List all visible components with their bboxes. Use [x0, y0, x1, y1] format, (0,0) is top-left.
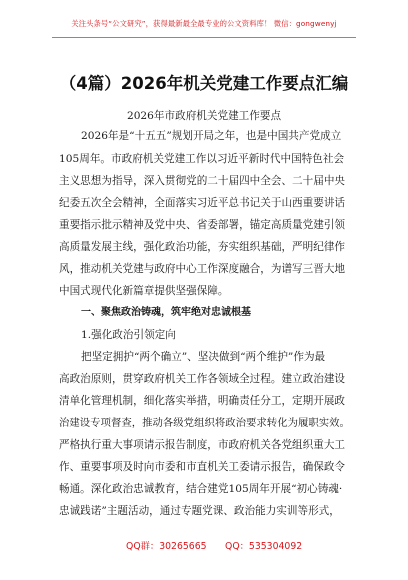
- paragraph-line: 2026年是“十五五”规划开局之年，也是中国共产党成立: [81, 130, 342, 142]
- paragraph-line: 作、重要事项及时向市委和市直机关工委请示报告，确保政令: [59, 461, 346, 473]
- promo-header: 关注头条号“公文研究”，获得最新最全最专业的公文资料库！ 微信：gongwenyj: [71, 19, 337, 28]
- section-heading: 一、聚焦政治铸魂，筑牢绝对忠诚根基: [81, 307, 251, 318]
- subsection-heading: 1.强化政治引领定向: [81, 329, 176, 341]
- paragraph-line: 高政治原则，贯穿政府机关工作各领域全过程。建立政治建设: [59, 373, 346, 385]
- document-title: （4篇）2026年机关党建工作要点汇编: [59, 74, 349, 93]
- paragraph-line: 清单化管理机制，细化落实举措，明确责任分工，定期开展政: [59, 395, 346, 407]
- paragraph-line: 主义思想为指导，深入贯彻党的二十届四中全会、二十届中央: [59, 175, 346, 187]
- paragraph-line: 严格执行重大事项请示报告制度，市政府机关各党组织重大工: [59, 439, 346, 451]
- paragraph-line: 畅通。深化政治忠诚教育，结合建党105周年开展“初心铸魂·: [59, 483, 343, 495]
- paragraph-line: 105周年。市政府机关党建工作以习近平新时代中国特色社会: [59, 153, 345, 165]
- footer-qq-group: QQ群：30265665: [126, 541, 207, 552]
- paragraph-line: 把坚定拥护“两个确立”、坚决做到“两个维护”作为最: [81, 351, 326, 363]
- paragraph-line: 中国式现代化新篇章提供坚强保障。: [59, 285, 229, 297]
- paragraph-line: 纪委五次全会精神，全面落实习近平总书记关于山西重要讲话: [59, 197, 346, 209]
- paragraph-line: 风，推动机关党建与政府中心工作深度融合，为谱写三晋大地: [59, 263, 346, 275]
- footer-qq-contact: QQ：535304092: [225, 541, 303, 552]
- paragraph-line: 重要指示批示精神及党中央、省委部署，锚定高质量党建引领: [59, 219, 346, 231]
- paragraph-line: 高质量发展主线，强化政治功能，夯实组织基础，严明纪律作: [59, 241, 346, 253]
- document-subtitle: 2026年市政府机关党建工作要点: [126, 110, 282, 122]
- header-divider: [52, 37, 356, 38]
- paragraph-line: 治建设专项督查，推动各级党组织将政治要求转化为履职实效。: [59, 417, 350, 429]
- paragraph-line: 忠诚践诺”主题活动，通过专题党课、政治能力实训等形式，: [59, 505, 340, 517]
